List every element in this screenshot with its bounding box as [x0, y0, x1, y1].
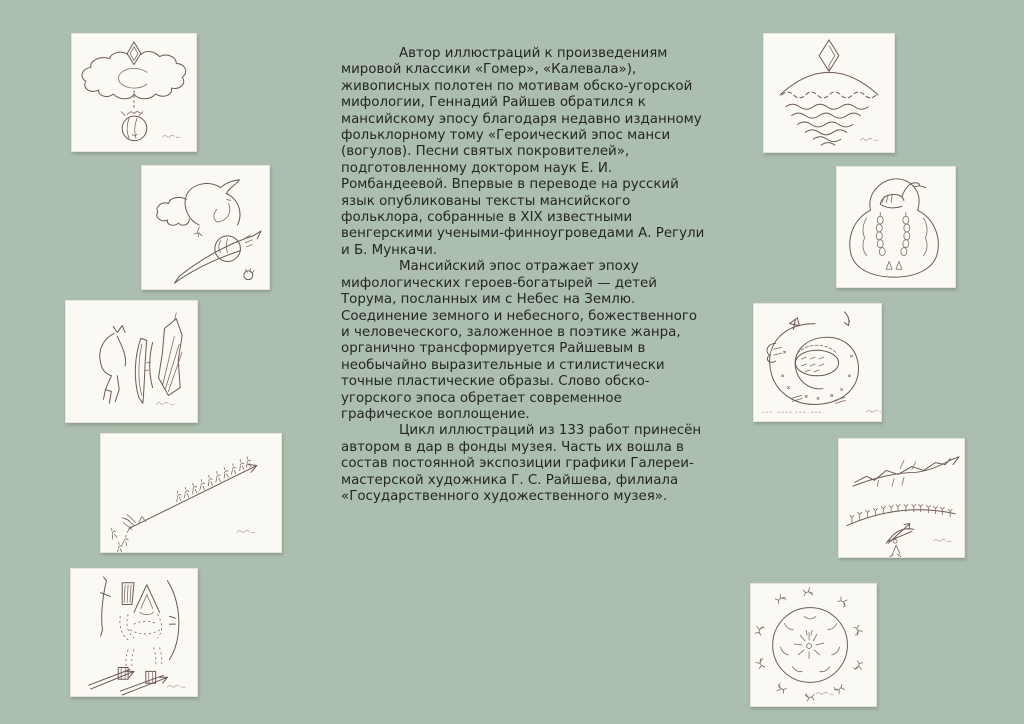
- artist-signature: [167, 685, 185, 687]
- artwork-card-goose-on-cauldron: [836, 166, 956, 288]
- paragraph-author-intro: Автор иллюстраций к произведениям мировой классики «Гомер», «Калевала»), живописных полотен по мотивам обско-угорской мифологии, Геннадий Райшев обратился к мансийскому эпосу благодаря недавно изданному фольклорному тому «Героический эпос манси (вогулов). Песни святых покровителей», подготовленному доктором наук Е. И. Ромбандеевой. Впервые в переводе на русский язык опубликованы тексты мансийского фольклора, собранные в XIX известными венгерскими учеными-финноугроведами А. Регули и Б. Мункачи.: [341, 46, 705, 258]
- artist-signature: [163, 135, 181, 137]
- cloud-and-sack-drawing: [72, 34, 196, 151]
- paragraph-epic-description: Мансийский эпос отражает эпоху мифологических героев-богатырей — детей Торума, посланных им с Небес на Землю. Соединение земного и небесного, божественного и человеческого, заложенное в поэтике жанра, органично трансформируется Райшевым в необычайно выразительные и стилистически точные пластические образы. Слово обско-угорского эпоса обретает современное графическое воплощение.: [341, 259, 698, 422]
- artwork-card-cloud-and-sack: [71, 33, 197, 152]
- goose-on-cauldron-drawing: [837, 167, 955, 287]
- artwork-card-island-over-water: [763, 33, 895, 153]
- archer-on-skis-drawing: [71, 569, 197, 696]
- spiral-world-drawing: [754, 304, 881, 421]
- artist-signature: [816, 692, 834, 694]
- artist-signature: [933, 539, 951, 541]
- circle-of-creatures-drawing: [751, 584, 876, 706]
- island-over-water-drawing: [764, 34, 894, 152]
- artist-signature: [157, 402, 175, 404]
- article-text-block: [341, 46, 707, 505]
- dragon-over-ridge-drawing: [839, 439, 964, 557]
- two-birds-drawing: [142, 166, 269, 289]
- arrow-with-riders-drawing: [101, 434, 281, 552]
- artwork-card-archer-on-skis: [70, 568, 198, 697]
- artwork-card-hunter-figures: [65, 300, 198, 423]
- artist-signature: [237, 530, 255, 532]
- artist-signature: [866, 410, 881, 412]
- artwork-card-circle-of-creatures: [750, 583, 877, 707]
- artwork-card-dragon-over-ridge: [838, 438, 965, 558]
- paragraph-donation: Цикл иллюстраций из 133 работ принесён автором в дар в фонды музея. Часть их вошла в состав постоянной экспозиции графики Галереи-мастерской художника Г. С. Райшева, филиала «Государственного художественного музея».: [341, 423, 702, 504]
- artwork-card-spiral-world: [753, 303, 882, 422]
- artwork-card-arrow-with-riders: [100, 433, 282, 553]
- hunter-figures-drawing: [66, 301, 197, 422]
- artist-signature: [860, 138, 878, 140]
- artwork-card-two-birds: [141, 165, 270, 290]
